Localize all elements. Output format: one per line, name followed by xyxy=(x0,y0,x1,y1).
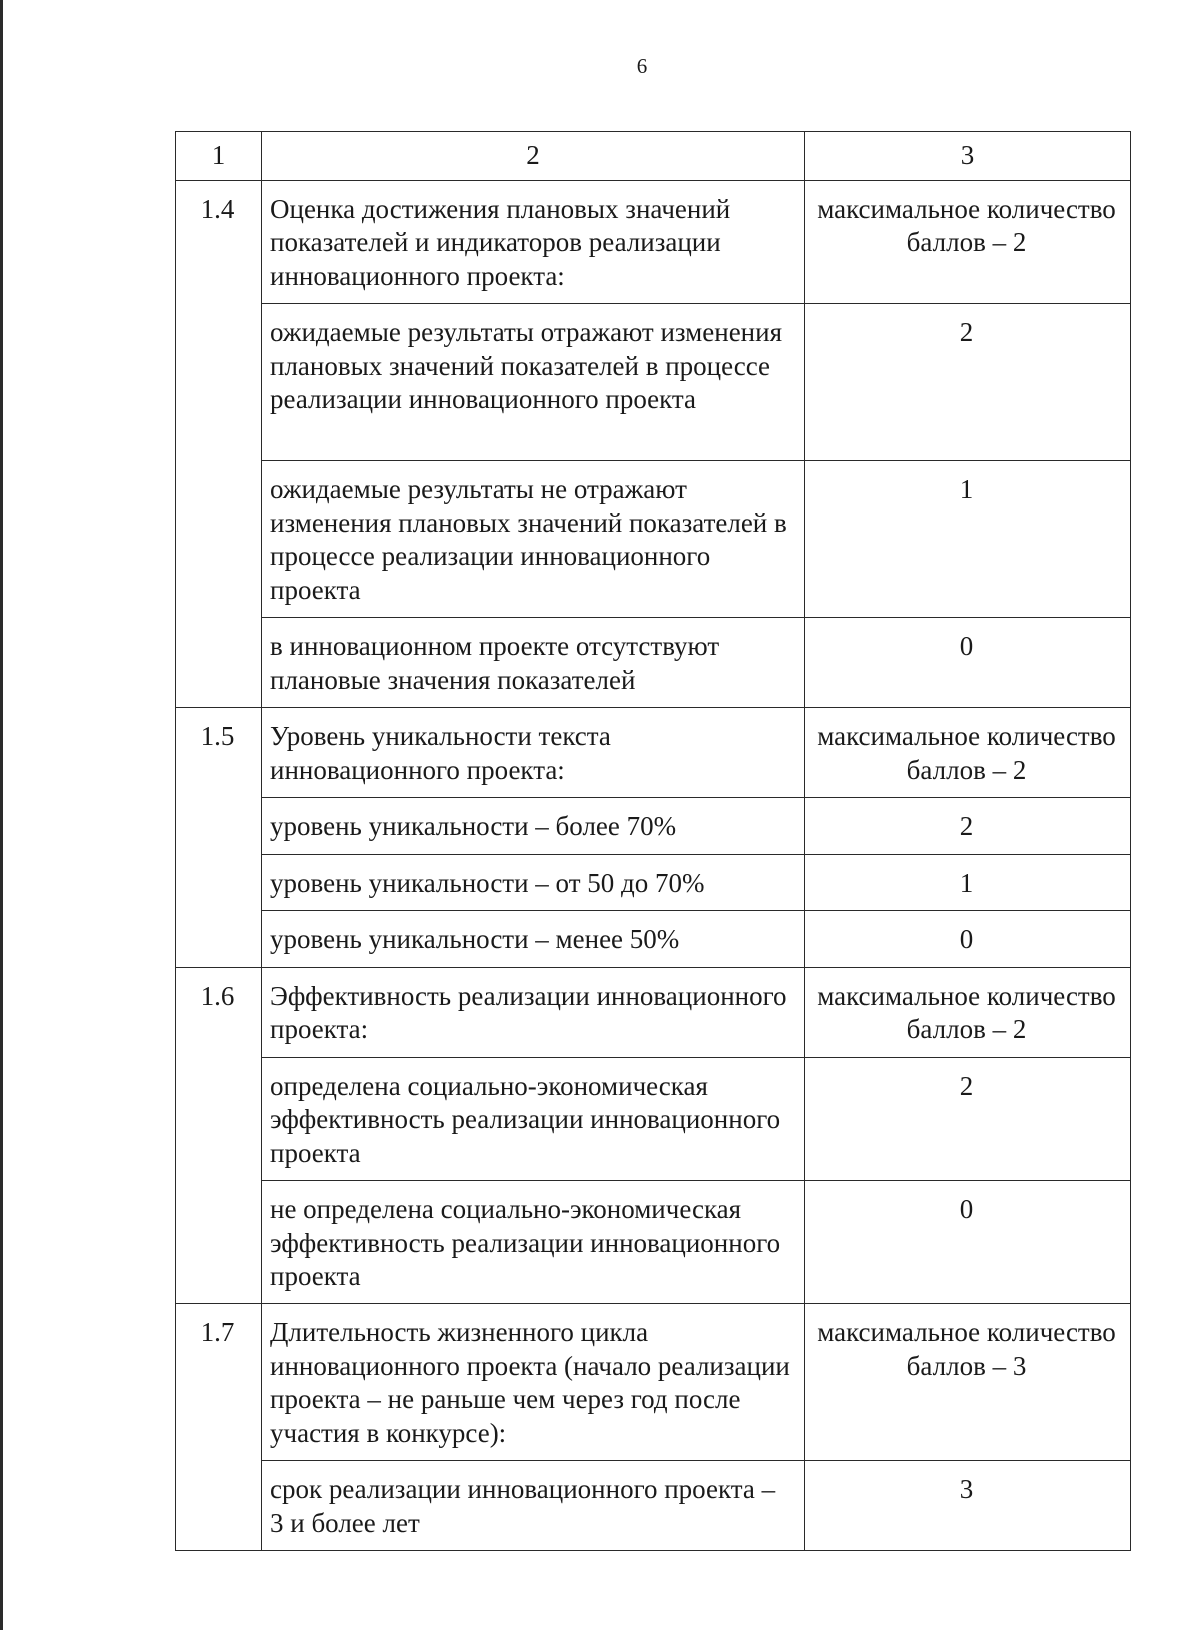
option-score: 1 xyxy=(805,854,1131,910)
criterion-max-score: максимальное количество баллов – 2 xyxy=(805,967,1131,1057)
scan-edge xyxy=(0,0,3,1630)
table-row xyxy=(176,1057,1131,1180)
option-score: 0 xyxy=(805,911,1131,967)
option-text: в инновационном проекте отсутствуют плановые значения показателей xyxy=(262,618,805,708)
header-cell: 3 xyxy=(805,132,1131,181)
criterion-title: Эффективность реализации инновационного проекта: xyxy=(262,967,805,1057)
table-row xyxy=(176,618,1131,708)
option-text: ожидаемые результаты не отражают изменения плановых значений показателей в процессе реализации инновационного проекта xyxy=(262,461,805,618)
criterion-number: 1.7 xyxy=(176,1304,262,1551)
criterion-title: Оценка достижения плановых значений показателей и индикаторов реализации инновационного проекта: xyxy=(262,181,805,304)
option-text: уровень уникальности – менее 50% xyxy=(262,911,805,967)
table-row xyxy=(176,461,1131,618)
criterion-number: 1.6 xyxy=(176,967,262,1304)
table-row xyxy=(176,1461,1131,1551)
table-row xyxy=(176,798,1131,854)
criterion-max-score: максимальное количество баллов – 2 xyxy=(805,181,1131,304)
table-row xyxy=(176,854,1131,910)
option-score: 0 xyxy=(805,618,1131,708)
table-row xyxy=(176,304,1131,461)
option-score: 0 xyxy=(805,1181,1131,1304)
table-row xyxy=(176,967,1131,1057)
criterion-title: Длительность жизненного цикла инновационного проекта (начало реализации проекта – не раньше чем через год после участия в конкурсе): xyxy=(262,1304,805,1461)
criterion-number: 1.5 xyxy=(176,708,262,967)
table-row xyxy=(176,1181,1131,1304)
option-score: 3 xyxy=(805,1461,1131,1551)
table-header-row xyxy=(176,132,1131,181)
option-text: определена социально-экономическая эффективность реализации инновационного проекта xyxy=(262,1057,805,1180)
table-row xyxy=(176,181,1131,304)
option-text: не определена социально-экономическая эффективность реализации инновационного проекта xyxy=(262,1181,805,1304)
option-text: уровень уникальности – от 50 до 70% xyxy=(262,854,805,910)
header-cell: 1 xyxy=(176,132,262,181)
option-score: 2 xyxy=(805,304,1131,461)
criterion-number: 1.4 xyxy=(176,181,262,708)
page-number: 6 xyxy=(636,54,648,78)
criterion-max-score: максимальное количество баллов – 3 xyxy=(805,1304,1131,1461)
option-score: 2 xyxy=(805,1057,1131,1180)
table-row xyxy=(176,708,1131,798)
table-row xyxy=(176,911,1131,967)
option-score: 1 xyxy=(805,461,1131,618)
criteria-table xyxy=(175,131,1131,1551)
criterion-max-score: максимальное количество баллов – 2 xyxy=(805,708,1131,798)
criterion-title: Уровень уникальности текста инновационного проекта: xyxy=(262,708,805,798)
option-score: 2 xyxy=(805,798,1131,854)
table-row xyxy=(176,1304,1131,1461)
option-text: срок реализации инновационного проекта – 3 и более лет xyxy=(262,1461,805,1551)
option-text: уровень уникальности – более 70% xyxy=(262,798,805,854)
option-text: ожидаемые результаты отражают изменения плановых значений показателей в процессе реализации инновационного проекта xyxy=(262,304,805,461)
header-cell: 2 xyxy=(262,132,805,181)
